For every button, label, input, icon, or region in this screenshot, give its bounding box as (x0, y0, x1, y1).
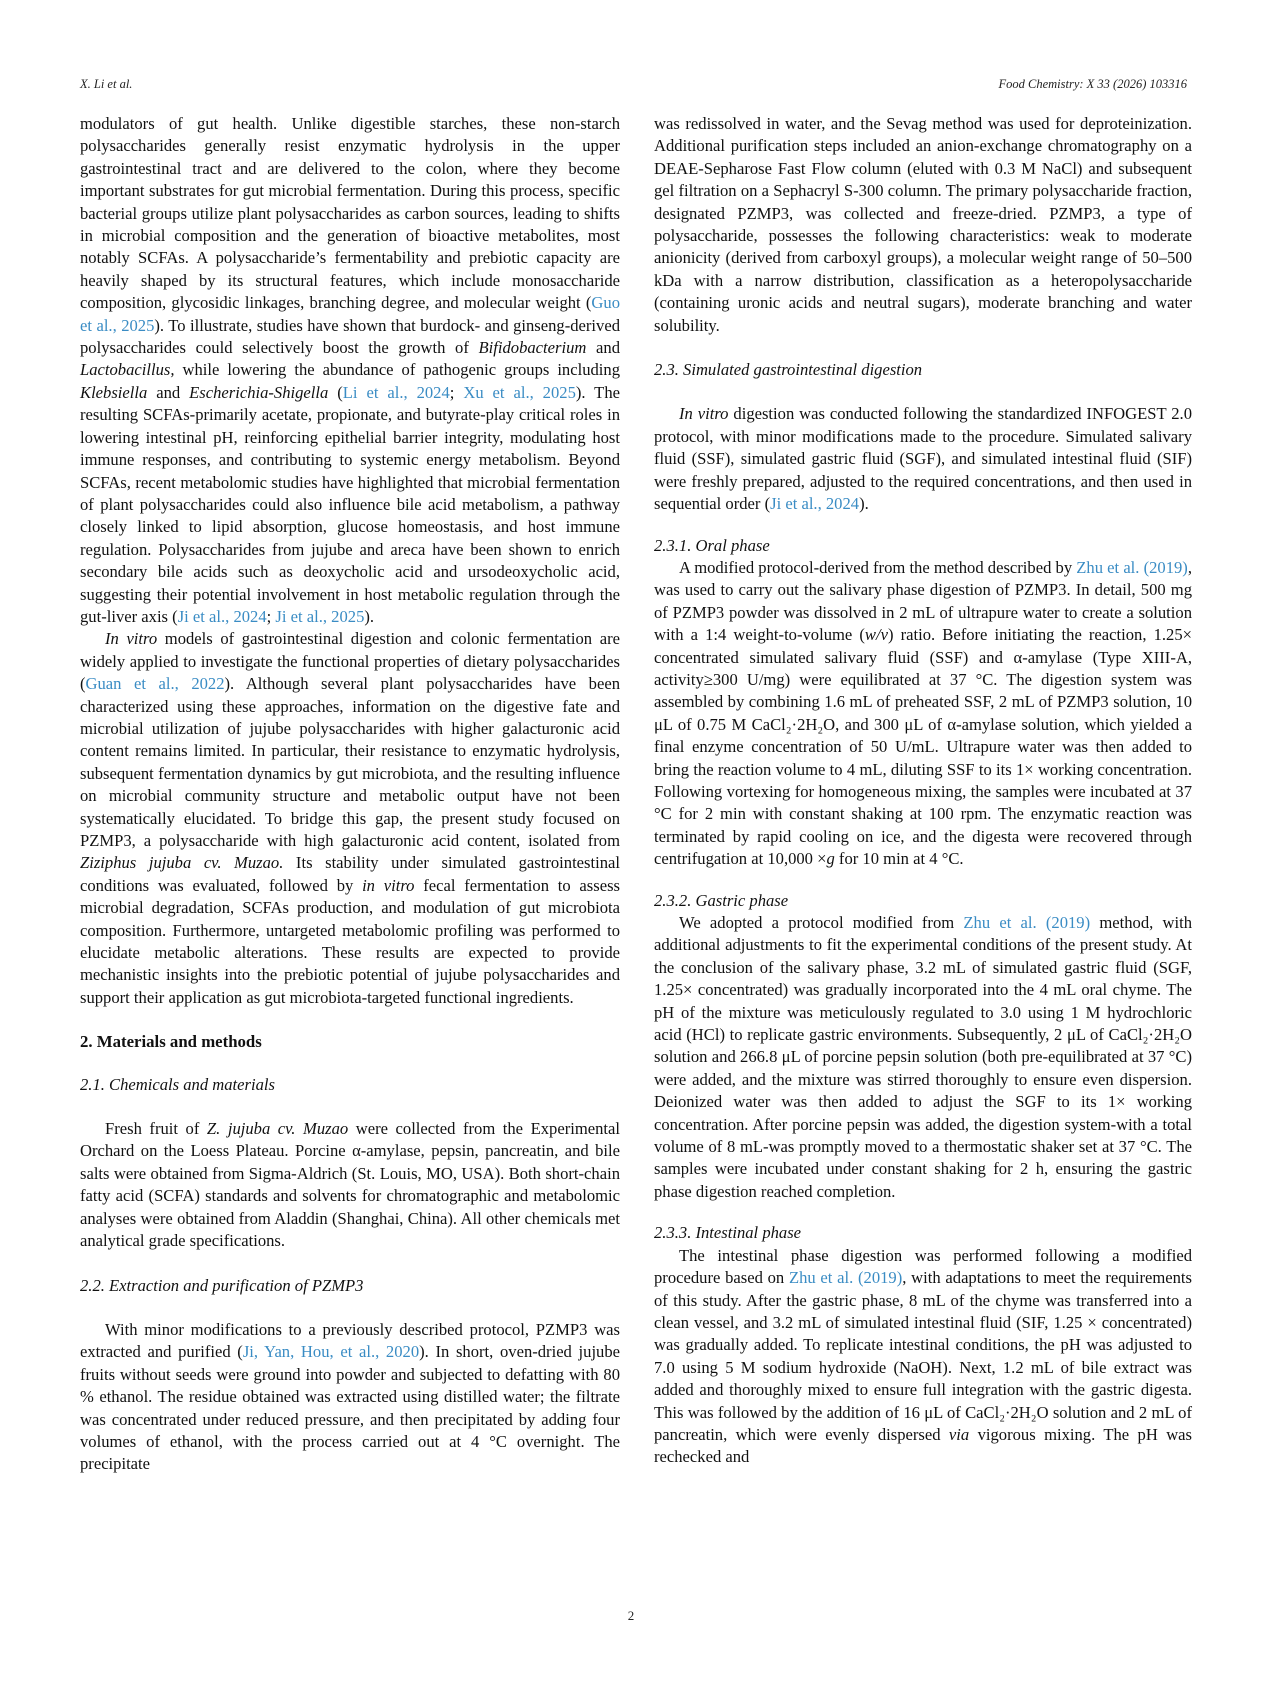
intro-paragraph-2: In vitro models of gastrointestinal digestion and colonic fermentation are widely applied to investigate the functional properties of dietary polysaccharides (Guan et al., 2022). Although several plant polysaccharides have been characterized using these approaches, information on the digestive fate and microbial utilization of jujube polysaccharides with higher galacturonic acid content remains limited. In particular, their resistance to enzymatic hydrolysis, subsequent fermentation dynamics by gut microbiota, and the resulting influence on microbial community structure and metabolic output have not been systematically elucidated. To bridge this gap, the present study focused on PZMP3, a polysaccharide with high galacturonic acid content, isolated from Ziziphus jujuba cv. Muzao. Its stability under simulated gastrointestinal conditions was evaluated, followed by in vitro fecal fermentation to assess microbial degradation, SCFAs production, and modulation of gut microbiota composition. Furthermore, untargeted metabolomic profiling was performed to elucidate metabolic alterations. These results are expected to provide mechanistic insights into the prebiotic potential of jujube polysaccharides and support their application as gut microbiota-targeted functional ingredients. (80, 629, 620, 1007)
citation-link[interactable]: Zhu et al. (2019) (788, 1268, 903, 1288)
page-number: 2 (627, 1608, 635, 1623)
extraction-paragraph-continued: was redissolved in water, and the Sevag method was used for deproteinization. Additional purification steps included an anion-exchange chromatography on a DEAE-Sepharose Fast Flow column (eluted with 0.3 M NaCl) and subsequent gel filtration on a Sephacryl S-300 column. The primary polysaccharide fraction, designated PZMP3, was collected and freeze-dried. PZMP3, a type of polysaccharide, possesses the following characteristics: weak to moderate anionicity (derived from carboxyl groups), a molecular weight range of 50–500 kDa with a narrow distribution, classification as a heteropolysaccharide (containing uronic acids and neutral sugars), moderate branching and water solubility. (654, 114, 1192, 335)
digestion-paragraph: In vitro digestion was conducted following the standardized INFOGEST 2.0 protocol, with minor modifications made to the procedure. Simulated salivary fluid (SSF), simulated gastric fluid (SGF), and simulated intestinal fluid (SIF) were freshly prepared, adjusted to the required concentrations, and then used in sequential order (Ji et al., 2024). (654, 404, 1193, 514)
citation-link[interactable]: Ji et al., 2024 (177, 606, 267, 626)
extraction-paragraph: With minor modifications to a previously described protocol, PZMP3 was extracted and purified (Ji, Yan, Hou, et al., 2020). In short, oven-dried jujube fruits without seeds were ground into powder and subjected to defatting with 80 % ethanol. The residue obtained was extracted using distilled water; the filtrate was concentrated under reduced pressure, and then precipitated by adding four volumes of ethanol, with the process carried out at 4 °C overnight. The precipitate (80, 1319, 621, 1474)
citation-link[interactable]: Zhu et al. (2019) (1076, 557, 1188, 577)
subsection-heading-extraction: 2.2. Extraction and purification of PZMP3 (80, 1275, 364, 1295)
running-head-authors: X. Li et al. (80, 77, 133, 91)
gastric-phase-paragraph: We adopted a protocol modified from Zhu et al. (2019) method, with additional adjustments to fit the experimental conditions of the present study. At the conclusion of the salivary phase, 3.2 mL of simulated gastric fluid (SGF, 1.25× concentrated) was gradually incorporated into the 4 mL oral chyme. The pH of the mixture was meticulously regulated to 3.0 using 1 M hydrochloric acid (HCl) to replicate gastric environments. Subsequently, 2 μL of CaCl₂·2H₂O solution and 266.8 μL of porcine pepsin solution (both pre-equilibrated at 37 °C) were added, and the mixture was stirred thoroughly to ensure even dispersion. Deionized water was then added to adjust the SGF to its 1× working concentration. After porcine pepsin was added, the digestion system-with a total volume of 8 mL-was promptly moved to a thermostatic shaker set at 37 °C. The samples were incubated under constant shaking for 2 h, ensuring the gastric phase digestion reached completion. (654, 913, 1192, 1201)
oral-phase-paragraph: A modified protocol-derived from the method described by Zhu et al. (2019), was used to carry out the salivary phase digestion of PZMP3. In detail, 500 mg of PZMP3 powder was dissolved in 2 mL of ultrapure water to create a solution with a 1:4 weight-to-volume (w/v) ratio. Before initiating the reaction, 1.25× concentrated simulated salivary fluid (SSF) and α-amylase (Type XIII-A, activity≥300 U/mg) were equilibrated at 37 °C. The digestion system was assembled by combining 1.6 mL of preheated SSF, 2 mL of PZMP3 solution, 10 μL of 0.75 M CaCl₂·2H₂O, and 300 μL of α-amylase solution, which yielded a final enzyme concentration of 50 U/mL. Ultrapure water was then added to bring the reaction volume to 4 mL, diluting SSF to its 1× working concentration. Following vortexing for homogeneous mixing, the samples were incubated at 37 °C for 2 min with constant shaking at 100 rpm. The enzymatic reaction was terminated by rapid cooling on ice, and the digesta were recovered through centrifugation at 10,000 ×g for 10 min at 4 °C. (654, 557, 1192, 869)
chemicals-paragraph: Fresh fruit of Z. jujuba cv. Muzao were collected from the Experimental Orchard on the Loess Plateau. Porcine α-amylase, pepsin, pancreatin, and bile salts were obtained from Sigma-Aldrich (St. Louis, MO, USA). Both short-chain fatty acid (SCFA) standards and solvents for chromatographic and metabolomic analyses were obtained from Aladdin (Shanghai, China). All other chemicals met analytical grade specifications. (80, 1119, 620, 1251)
subsubsection-heading-intestinal: 2.3.3. Intestinal phase (654, 1223, 802, 1243)
citation-link[interactable]: Guan et al., 2022 (85, 674, 225, 694)
intestinal-phase-paragraph: The intestinal phase digestion was performed following a modified procedure based on Zhu et al. (2019), with adaptations to meet the requirements of this study. After the gastric phase, 8 mL of the chyme was transferred into a clean vessel, and 3.2 mL of simulated intestinal fluid (SIF, 1.25 × concentrated) was gradually added. To replicate intestinal conditions, the pH was adjusted to 7.0 using 5 M sodium hydroxide (NaOH). Next, 1.2 mL of bile extract was added and thoroughly mixed to ensure full integration with the gastric digesta. This was followed by the addition of 16 μL of CaCl₂·2H₂O solution and 2 mL of pancreatin, which were evenly dispersed via vigorous mixing. The pH was rechecked and (654, 1245, 1193, 1467)
citation-link[interactable]: Guo et al., 2025 (80, 293, 620, 335)
citation-link[interactable]: Ji, Yan, Hou, et al., 2020 (242, 1342, 420, 1362)
citation-link[interactable]: Li et al., 2024 (342, 382, 450, 402)
left-column (80, 113, 620, 1476)
intro-paragraph-1: modulators of gut health. Unlike digestible starches, these non-starch polysaccharides generally resist enzymatic hydrolysis in the upper gastrointestinal tract and are delivered to the colon, where they become important substrates for gut microbial fermentation. During this process, specific bacterial groups utilize plant polysaccharides as carbon sources, leading to shifts in microbial composition and the generation of bioactive metabolites, most notably SCFAs. A polysaccharide’s fermentability and prebiotic capacity are heavily shaped by its structural features, which include monosaccharide composition, glycosidic linkages, branching degree, and molecular weight (Guo et al., 2025). To illustrate, studies have shown that burdock- and ginseng-derived polysaccharides could selectively boost the growth of Bifidobacterium and Lactobacillus, while lowering the abundance of pathogenic groups including Klebsiella and Escherichia-Shigella (Li et al., 2024; Xu et al., 2025). The resulting SCFAs-primarily acetate, propionate, and butyrate-play critical roles in lowering intestinal pH, reinforcing epithelial barrier integrity, modulating host immune responses, and contributing to systemic energy metabolism. Beyond SCFAs, recent metabolomic studies have highlighted that microbial fermentation of plant polysaccharides could also influence bile acid metabolism, a pathway closely linked to lipid absorption, glucose homeostasis, and host immune regulation. Polysaccharides from jujube and areca have been shown to enrich secondary bile acids such as deoxycholic acid and ursodeoxycholic acid, suggesting their potential involvement in host metabolic regulation through the gut-liver axis (Ji et al., 2024; Ji et al., 2025). (80, 114, 621, 626)
subsection-heading-chemicals: 2.1. Chemicals and materials (80, 1074, 275, 1094)
section-heading-materials-methods: 2. Materials and methods (80, 1032, 262, 1052)
running-head-journal: Food Chemistry: X 33 (2026) 103316 (998, 77, 1187, 91)
citation-link[interactable]: Ji et al., 2025 (275, 606, 365, 626)
citation-link[interactable]: Xu et al., 2025 (463, 382, 576, 402)
subsubsection-heading-gastric: 2.3.2. Gastric phase (654, 890, 789, 910)
citation-link[interactable]: Zhu et al. (2019) (963, 913, 1091, 932)
subsection-heading-digestion: 2.3. Simulated gastrointestinal digestion (654, 360, 923, 380)
citation-link[interactable]: Ji et al., 2024 (770, 494, 860, 514)
subsubsection-heading-oral: 2.3.1. Oral phase (654, 535, 770, 555)
right-column (654, 113, 1192, 1469)
